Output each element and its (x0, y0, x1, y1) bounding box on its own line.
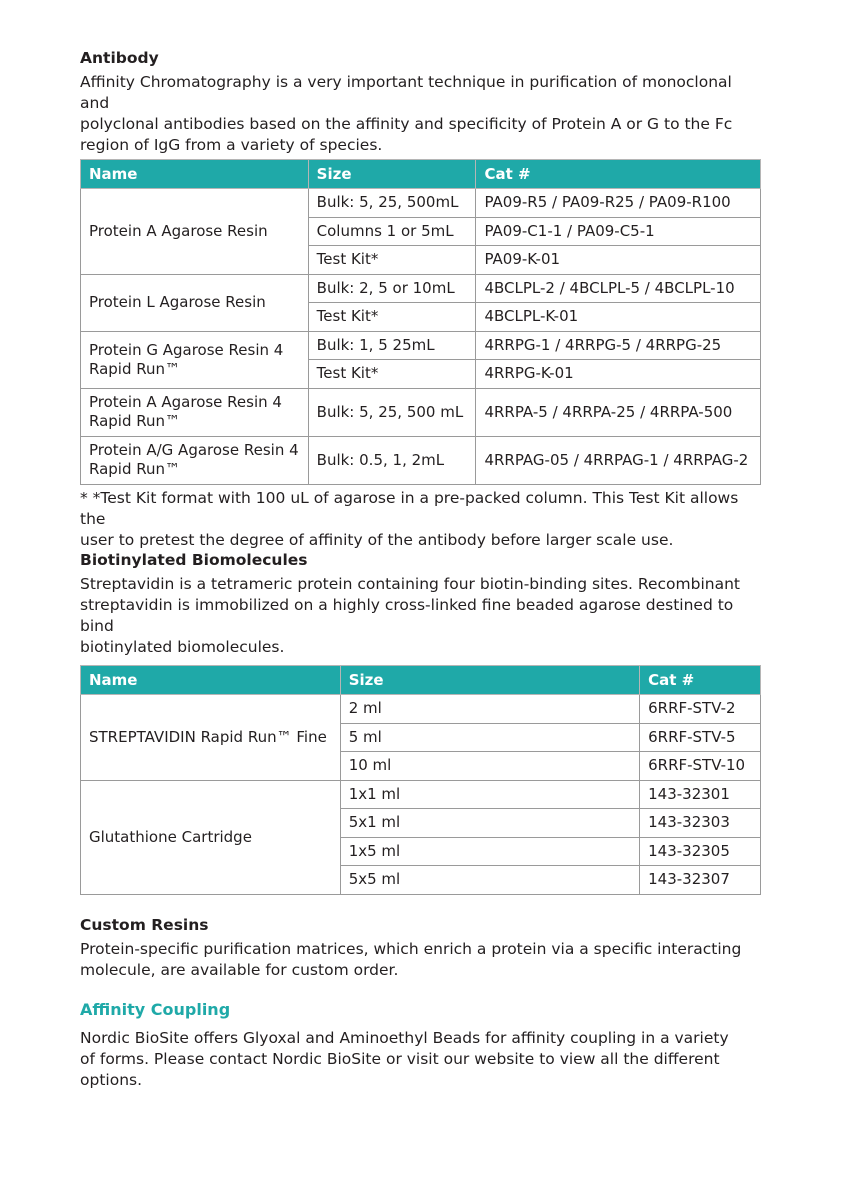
size-cell: 2 ml (340, 695, 639, 724)
table-row (81, 388, 761, 436)
size-cell: Bulk: 0.5, 1, 2mL (308, 436, 476, 484)
cat-cell: 4BCLPL-2 / 4BCLPL-5 / 4BCLPL-10 (476, 274, 761, 303)
header-cat: Cat # (476, 160, 761, 189)
cat-cell: 4RRPA-5 / 4RRPA-25 / 4RRPA-500 (476, 388, 761, 436)
cat-cell: PA09-C1-1 / PA09-C5-1 (476, 217, 761, 246)
product-name: Protein G Agarose Resin 4 Rapid Run™ (81, 331, 309, 388)
product-name: Glutathione Cartridge (81, 780, 341, 894)
antibody-table (80, 159, 761, 485)
cat-cell: 143-32301 (640, 780, 761, 809)
coupling-section (80, 999, 761, 1091)
cat-cell: 6RRF-STV-5 (640, 723, 761, 752)
size-cell: 1x5 ml (340, 837, 639, 866)
coupling-paragraph: Nordic BioSite offers Glyoxal and Aminoethyl Beads for affinity coupling in a variety of forms. Please contact Nordic BioSite or visit our website to view all the different options. (80, 1029, 729, 1089)
header-size: Size (308, 160, 476, 189)
product-name: STREPTAVIDIN Rapid Run™ Fine (81, 695, 341, 781)
table-row (81, 695, 761, 724)
cat-cell: 4RRPG-1 / 4RRPG-5 / 4RRPG-25 (476, 331, 761, 360)
size-cell: Bulk: 5, 25, 500 mL (308, 388, 476, 436)
antibody-paragraph: Affinity Chromatography is a very important technique in purification of monoclonal and polyclonal antibodies based on the affinity and specificity of Protein A or G to the Fc region of IgG from a variety of species. (80, 73, 733, 154)
antibody-table-container (80, 159, 761, 485)
cat-cell: 6RRF-STV-2 (640, 695, 761, 724)
table-header-row (81, 666, 761, 695)
cat-cell: 4BCLPL-K-01 (476, 303, 761, 332)
header-cat: Cat # (640, 666, 761, 695)
biotinylated-paragraph: Streptavidin is a tetrameric protein containing four biotin-binding sites. Recombinant streptavidin is immobilized on a highly cross-linked fine beaded agarose destined to bind biotinylated biomolecules. (80, 575, 740, 656)
antibody-section (80, 48, 761, 156)
cat-cell: PA09-R5 / PA09-R25 / PA09-R100 (476, 189, 761, 218)
size-cell: 5x1 ml (340, 809, 639, 838)
cat-cell: 143-32303 (640, 809, 761, 838)
table-row (81, 274, 761, 303)
size-cell: Test Kit* (308, 246, 476, 275)
custom-section (80, 915, 761, 981)
coupling-heading: Affinity Coupling (80, 1000, 231, 1019)
cat-cell: 143-32305 (640, 837, 761, 866)
header-size: Size (340, 666, 639, 695)
size-cell: 1x1 ml (340, 780, 639, 809)
antibody-footnote: * *Test Kit format with 100 uL of agarose in a pre-packed column. This Test Kit allows the user to pretest the degree of affinity of the antibody before larger scale use. (80, 489, 739, 549)
header-name: Name (81, 160, 309, 189)
biotinylated-table (80, 665, 761, 895)
size-cell: Test Kit* (308, 360, 476, 389)
custom-heading: Custom Resins (80, 916, 209, 934)
table-row (81, 780, 761, 809)
header-name: Name (81, 666, 341, 695)
table-row (81, 189, 761, 218)
cat-cell: 143-32307 (640, 866, 761, 895)
size-cell: Test Kit* (308, 303, 476, 332)
cat-cell: 4RRPAG-05 / 4RRPAG-1 / 4RRPAG-2 (476, 436, 761, 484)
biotinylated-table-container (80, 665, 761, 895)
size-cell: Bulk: 2, 5 or 10mL (308, 274, 476, 303)
product-name: Protein A Agarose Resin 4 Rapid Run™ (81, 388, 309, 436)
size-cell: Bulk: 1, 5 25mL (308, 331, 476, 360)
size-cell: Bulk: 5, 25, 500mL (308, 189, 476, 218)
table-row (81, 331, 761, 360)
table-header-row (81, 160, 761, 189)
product-name: Protein A Agarose Resin (81, 189, 309, 275)
product-name: Protein A/G Agarose Resin 4 Rapid Run™ (81, 436, 309, 484)
biotinylated-heading: Biotinylated Biomolecules (80, 551, 308, 569)
size-cell: 10 ml (340, 752, 639, 781)
cat-cell: 6RRF-STV-10 (640, 752, 761, 781)
size-cell: 5 ml (340, 723, 639, 752)
table-row (81, 436, 761, 484)
biotinylated-section (80, 550, 761, 658)
product-name: Protein L Agarose Resin (81, 274, 309, 331)
size-cell: Columns 1 or 5mL (308, 217, 476, 246)
size-cell: 5x5 ml (340, 866, 639, 895)
cat-cell: 4RRPG-K-01 (476, 360, 761, 389)
cat-cell: PA09-K-01 (476, 246, 761, 275)
antibody-heading: Antibody (80, 49, 159, 67)
custom-paragraph: Protein-specific purification matrices, which enrich a protein via a specific interacting molecule, are available for custom order. (80, 940, 742, 979)
